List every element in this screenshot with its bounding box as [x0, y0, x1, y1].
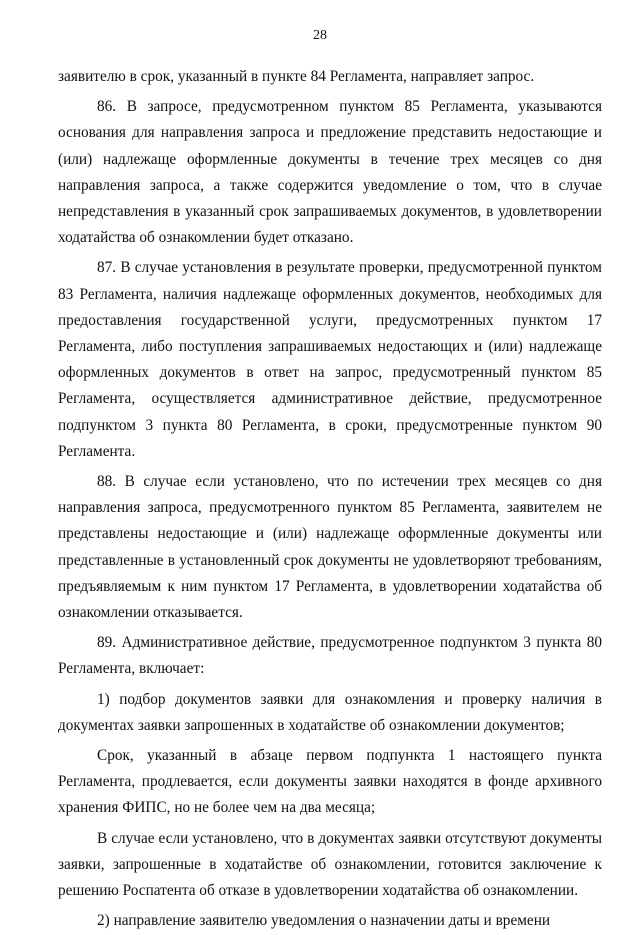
- paragraph-89-item-1: 1) подбор документов заявки для ознакомления и проверку наличия в документах заявки запрошенных в ходатайстве об ознакомлении документов;: [58, 690, 602, 734]
- paragraph-89-item-2: 2) направление заявителю уведомления о назначении даты и времени: [97, 912, 551, 930]
- paragraph-89-term-extension: Срок, указанный в абзаце первом подпункта 1 настоящего пункта Регламента, продлевается, если документы заявки находятся в фонде архивного хранения ФИПС, но не более чем на два месяца;: [58, 747, 602, 817]
- paragraph-87: 87. В случае установления в результате проверки, предусмотренной пунктом 83 Регламента, наличия надлежаще оформленных документов, необходимых для предоставления государственной услуги, предусмотренных пунктом 17 Регламента, либо поступления запрашиваемых недостающих и (или) надлежаще оформленных документов в ответ на запрос, предусмотренный пунктом 85 Регламента, осуществляется административное действие, предусмотренное подпунктом 3 пункта 80 Регламента, в сроки, предусмотренные пунктом 90 Регламента.: [58, 259, 602, 460]
- paragraph-86: 86. В запросе, предусмотренном пунктом 85 Регламента, указываются основания для направления запроса и предложение представить недостающие и (или) надлежаще оформленные документы в течение трех месяцев со дня направления запроса, а также содержится уведомление о том, что в случае непредставления в указанный срок запрашиваемых документов, в удовлетворении ходатайства об ознакомлении будет отказано.: [58, 98, 602, 247]
- paragraph-88: 88. В случае если установлено, что по истечении трех месяцев со дня направления запроса, предусмотренного пунктом 85 Регламента, заявителем не представлены недостающие и (или) надлежаще оформленные документы или представленные в установленный срок документы не удовлетворяют требованиям, предъявляемым к ним пунктом 17 Регламента, в удовлетворении ходатайства об ознакомлении отказывается.: [58, 473, 602, 622]
- paragraph-continuation: заявителю в срок, указанный в пункте 84 Регламента, направляет запрос.: [58, 68, 535, 85]
- document-body: [58, 64, 602, 935]
- paragraph-89: 89. Административное действие, предусмотренное подпунктом 3 пункта 80 Регламента, включает:: [58, 634, 602, 678]
- page-number: 28: [313, 28, 327, 43]
- paragraph-89-missing-documents: В случае если установлено, что в документах заявки отсутствуют документы заявки, запрошенные в ходатайстве об ознакомлении, готовится заключение к решению Роспатента об отказе в удовлетворении ходатайства об ознакомлении.: [58, 829, 602, 900]
